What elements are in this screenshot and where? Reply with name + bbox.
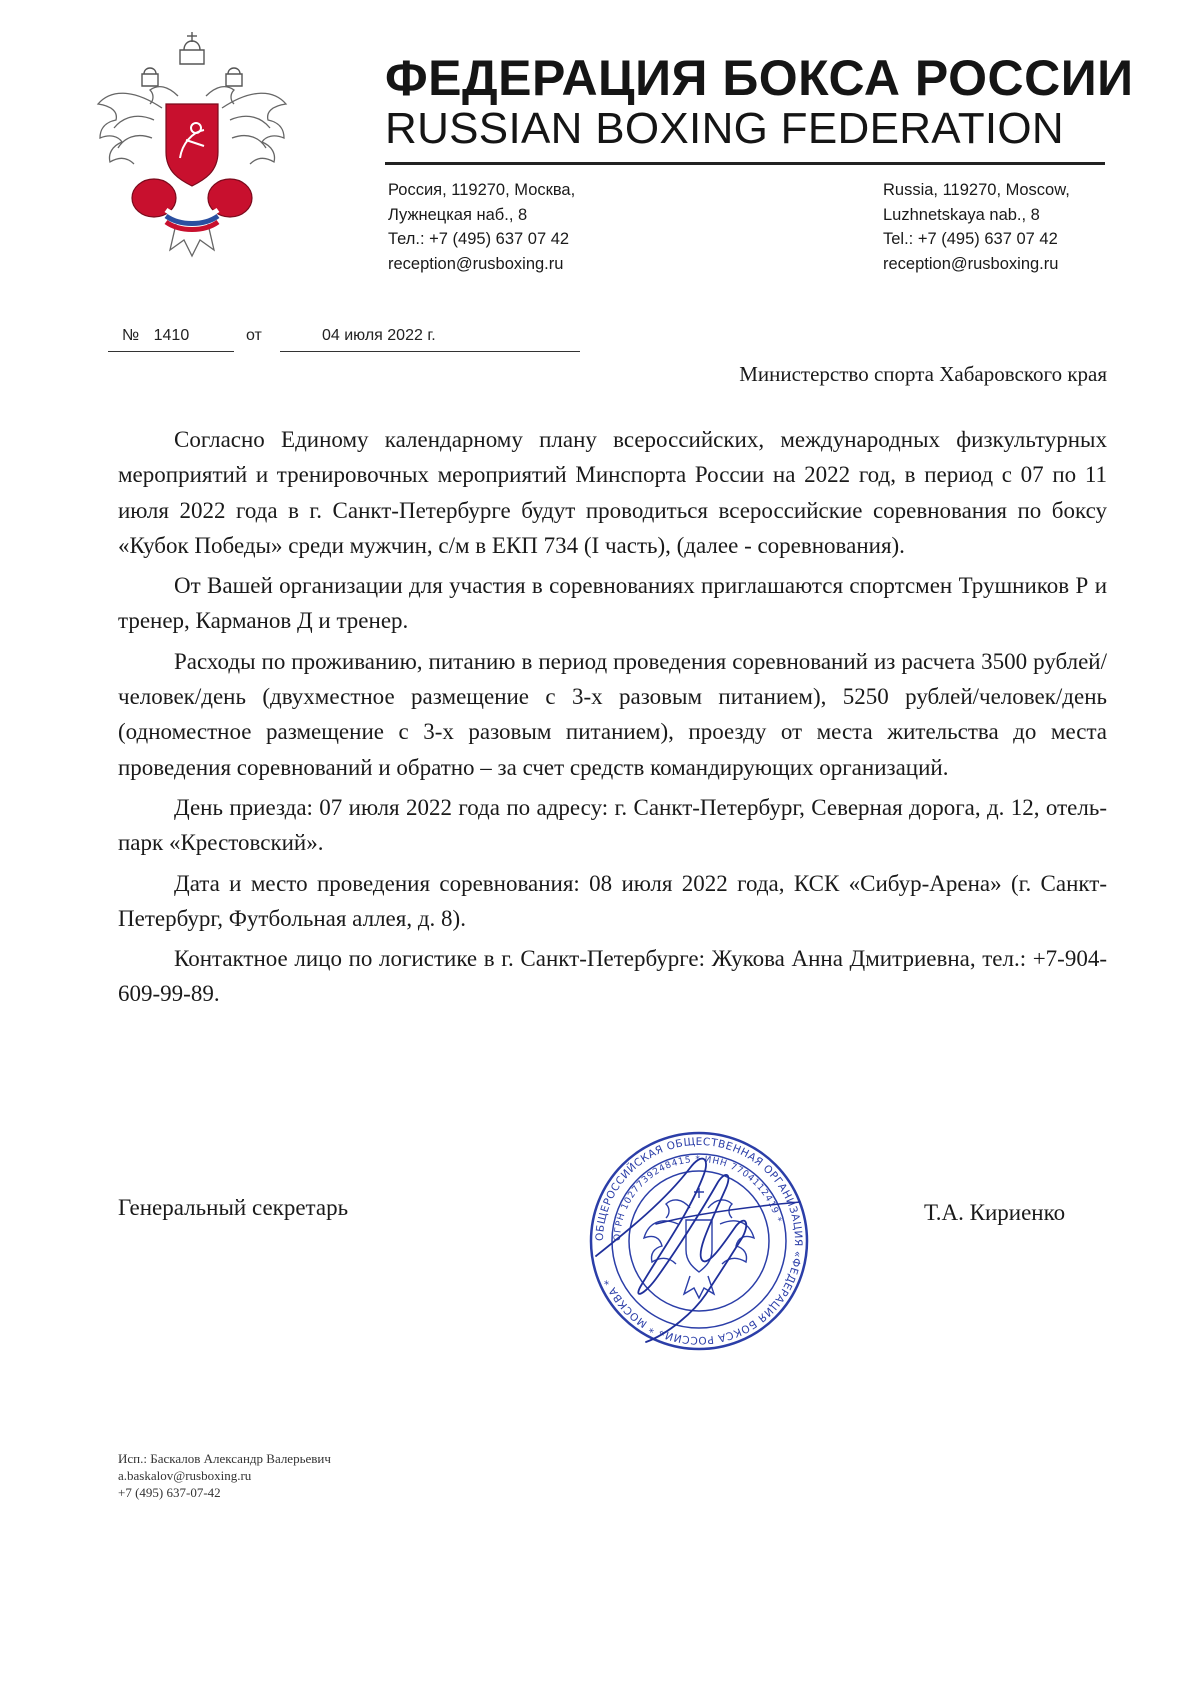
registration-date: 04 июля 2022 г.: [280, 325, 580, 352]
stamp-inner-text: ОГРН 1027739248415 * ИНН 7704112419 *: [612, 1154, 783, 1242]
executor-block: [118, 1450, 331, 1501]
number-value: 1410: [153, 327, 190, 344]
body-paragraph: День приезда: 07 июля 2022 года по адресу: г. Санкт-Петербург, Северная дорога, д. 12, отель-парк «Крестовский».: [118, 794, 1107, 856]
letter-body: [118, 422, 1107, 1017]
signatory-title: Генеральный секретарь: [118, 1195, 349, 1220]
address-block-en: [883, 178, 1070, 276]
svg-text:ОБЩЕРОССИЙСКАЯ ОБЩЕСТВЕННАЯ ОР: [594, 1136, 804, 1346]
body-paragraph: Дата и место проведения соревнования: 08 июля 2022 года, КСК «Сибур-Арена» (г. Санкт-Петербург, Футбольная аллея, д. 8).: [118, 870, 1107, 931]
executor-name: Исп.: Баскалов Александр Валерьевич: [118, 1451, 331, 1466]
addressee: Министерство спорта Хабаровского края: [739, 362, 1107, 386]
address-block-ru: [388, 178, 575, 276]
email: reception@rusboxing.ru: [883, 254, 1059, 273]
stamp-outer-text: ОБЩЕРОССИЙСКАЯ ОБЩЕСТВЕННАЯ ОРГАНИЗАЦИЯ «ФЕДЕРАЦИЯ БОКСА РОССИИ» * МОСКВА *: [593, 1135, 805, 1347]
org-name-ru: ФЕДЕРАЦИЯ БОКСА РОССИИ: [385, 50, 1134, 106]
phone: Тел.: +7 (495) 637 07 42: [388, 230, 570, 248]
address-line: Лужнецкая наб., 8: [388, 205, 528, 224]
executor-email: a.baskalov@rusboxing.ru: [118, 1468, 252, 1483]
eagle-emblem-icon: [92, 28, 292, 258]
body-paragraph: Контактное лицо по логистике в г. Санкт-Петербурге: Жукова Анна Дмитриевна, тел.: +7-904-609-99-89.: [118, 946, 1107, 1007]
address-line: Russia, 119270, Moscow,: [883, 181, 1070, 199]
body-paragraph: От Вашей организации для участия в соревнованиях приглашаются спортсмен Трушников Р и тренер, Карманов Д и тренер.: [118, 573, 1107, 634]
date-label: от: [246, 327, 262, 344]
body-paragraph: Согласно Единому календарному плану всероссийских, международных физкультурных мероприятий и тренировочных мероприятий Минспорта России на 2022 год, в период с 07 по 11 июля 2022 года в г. Санкт-Петербурге будут проводиться всероссийские соревнования по боксу «Кубок Победы» среди мужчин, с/м в ЕКП 734 (I часть), (далее - соревнования).: [118, 427, 1107, 558]
registration-number: [108, 325, 234, 352]
executor-phone: +7 (495) 637-07-42: [118, 1485, 221, 1500]
email: reception@rusboxing.ru: [388, 254, 564, 273]
signatory-name: Т.А. Кириенко: [924, 1200, 1066, 1225]
official-stamp-icon: [586, 1128, 812, 1354]
body-paragraph: Расходы по проживанию, питанию в период проведения соревнований из расчета 3500 рублей/человек/день (двухместное размещение с 3-х разовым питанием), 5250 рублей/человек/день (одноместное размещение с 3-х разовым питанием), проезду от места жительства до места проведения соревнований и обратно – за счет средств командирующих организаций.: [118, 648, 1107, 780]
phone: Tel.: +7 (495) 637 07 42: [883, 230, 1058, 248]
address-line: Россия, 119270, Москва,: [388, 181, 576, 199]
address-line: Luzhnetskaya nab., 8: [883, 205, 1040, 224]
number-label: №: [122, 327, 140, 344]
org-name-en: RUSSIAN BOXING FEDERATION: [385, 104, 1064, 153]
header-divider: [385, 162, 1105, 165]
